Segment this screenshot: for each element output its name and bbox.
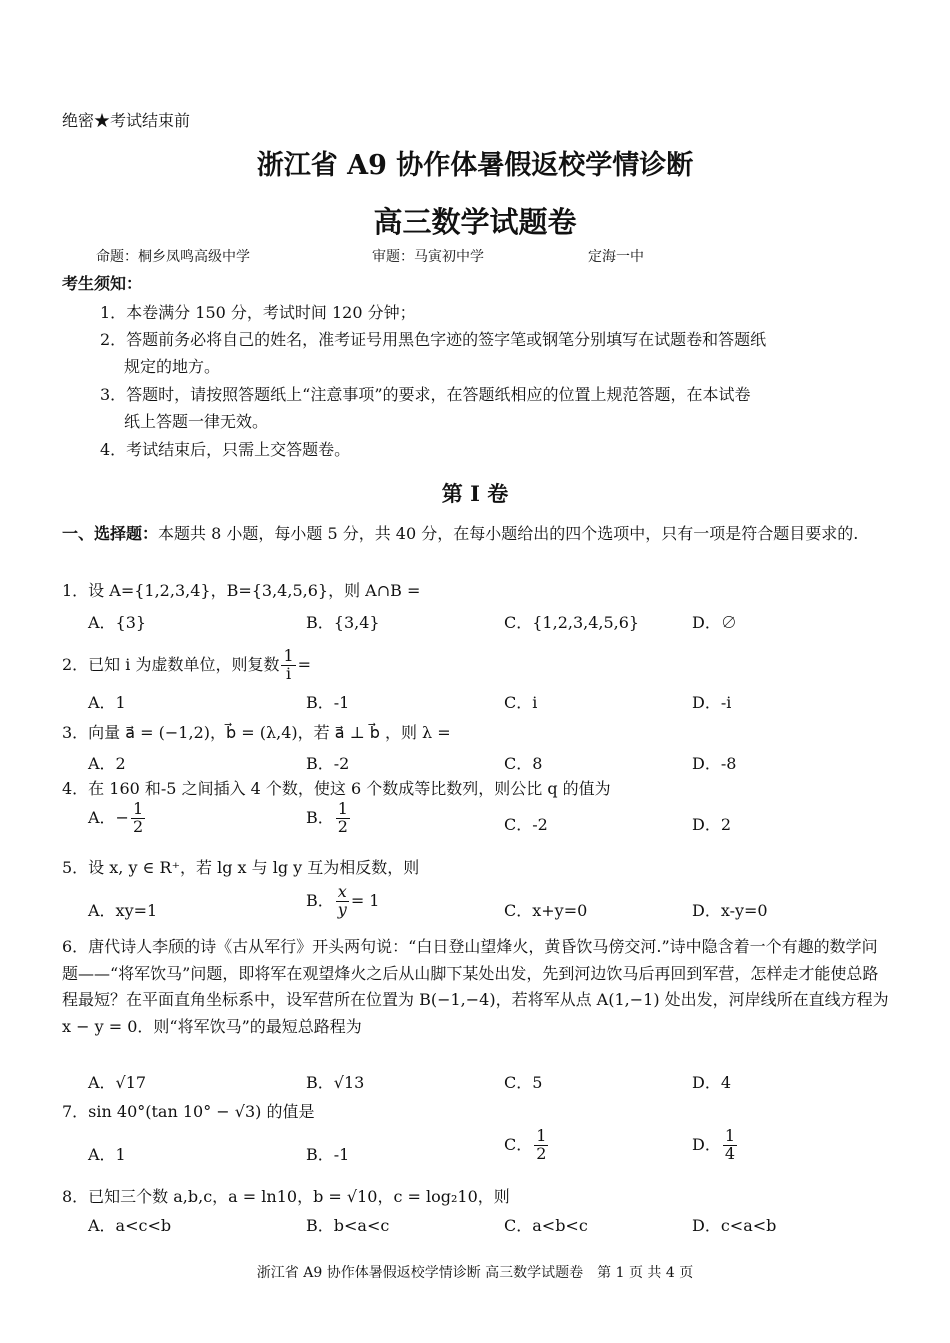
numerator: 1 — [724, 1126, 736, 1145]
q7-option-c — [504, 1128, 550, 1163]
credit-proposer: 命题：桐乡凤鸣高级中学 — [96, 249, 250, 265]
q2-denominator: i — [286, 663, 292, 683]
q1-option-a: A．{3} — [88, 613, 147, 632]
denominator: 2 — [536, 1143, 547, 1163]
numerator: x — [336, 884, 349, 902]
question-3-stem: 3．向量 a⃗ = (−1,2)，b⃗ = (λ,4)，若 a⃗ ⊥ b⃗ ，则 λ = — [62, 723, 451, 742]
q8-option-a: A．a<c<b — [88, 1216, 172, 1235]
q2-option-a: A．1 — [88, 693, 126, 712]
question-8-stem: 8．已知三个数 a,b,c，a = ln10，b = √10，c = log₂10，则 — [62, 1187, 510, 1206]
q7-option-b: B．-1 — [306, 1145, 350, 1164]
numerator: 1 — [132, 799, 144, 818]
q7-option-d — [692, 1128, 739, 1163]
q6-option-c: C．5 — [504, 1073, 543, 1092]
q6-option-a: A．√17 — [88, 1073, 147, 1092]
q2-numerator: 1 — [283, 646, 294, 665]
q4-option-b-fraction — [336, 801, 350, 836]
numerator: 1 — [536, 1126, 547, 1145]
notice-item: 2．答题前务必将自己的姓名，准考证号用黑色字迹的签字笔或钢笔分别填写在试题卷和答题纸 — [100, 330, 767, 349]
q3-option-c: C．8 — [504, 754, 543, 773]
q6-option-d: D．4 — [692, 1073, 732, 1092]
denominator: 4 — [724, 1143, 736, 1163]
q7-option-d-prefix: D． — [692, 1134, 721, 1154]
q1-option-d: D．∅ — [692, 613, 737, 632]
q7-option-a: A．1 — [88, 1145, 126, 1164]
part-heading — [62, 520, 892, 547]
notice-item: 3．答题时，请按照答题纸上“注意事项”的要求，在答题纸相应的位置上规范答题，在本试卷 — [100, 385, 751, 404]
q5-option-c: C．x+y=0 — [504, 901, 588, 920]
notice-item: 1．本卷满分 150 分，考试时间 120 分钟； — [100, 303, 416, 322]
q4-option-c: C．-2 — [504, 815, 548, 834]
question-4-stem: 4．在 160 和-5 之间插入 4 个数，使这 6 个数成等比数列，则公比 q 的值为 — [62, 779, 611, 798]
q5-option-b-fraction — [336, 884, 349, 919]
q4-option-d: D．2 — [692, 815, 732, 834]
section-title: 第 I 卷 — [441, 481, 509, 506]
q3-option-d: D．-8 — [692, 754, 737, 773]
q8-option-c: C．a<b<c — [504, 1216, 588, 1235]
q5-option-d: D．x-y=0 — [692, 901, 768, 920]
q5-option-b-suffix: = 1 — [350, 890, 380, 910]
q4-option-b-prefix: B． — [306, 807, 334, 827]
q3-option-b: B．-2 — [306, 754, 350, 773]
notice-item-cont: 纸上答题一律无效。 — [124, 412, 269, 431]
q7-option-c-fraction — [534, 1128, 548, 1163]
numerator: 1 — [337, 799, 348, 818]
notice-item-cont: 规定的地方。 — [124, 357, 221, 376]
q5-option-b — [306, 884, 379, 919]
question-7-stem: 7．sin 40°(tan 10° − √3) 的值是 — [62, 1102, 315, 1121]
q7-option-c-prefix: C． — [504, 1134, 533, 1154]
q2-option-b: B．-1 — [306, 693, 350, 712]
question-2-stem — [62, 648, 311, 683]
credit-reviewer-2: 定海一中 — [588, 249, 644, 265]
page-footer: 浙江省 A9 协作体暑假返校学情诊断 高三数学试题卷 第 1 页 共 4 页 — [256, 1265, 694, 1281]
q1-option-b: B．{3,4} — [306, 613, 380, 632]
q5-option-b-prefix: B． — [306, 890, 334, 910]
denominator: y — [337, 899, 347, 919]
confidential-label: 绝密★考试结束前 — [62, 111, 191, 130]
q5-option-a: A．xy=1 — [88, 901, 158, 920]
part-text: 本题共 8 小题，每小题 5 分，共 40 分，在每小题给出的四个选项中，只有一项是符合题目要求的. — [158, 524, 859, 543]
notice-heading: 考生须知： — [62, 274, 143, 293]
q6-option-b: B．√13 — [306, 1073, 365, 1092]
exam-title: 浙江省 A9 协作体暑假返校学情诊断 — [256, 150, 694, 181]
q3-option-a: A．2 — [88, 754, 126, 773]
q4-option-a-prefix: A．− — [88, 807, 129, 827]
q4-option-a — [88, 801, 147, 836]
q2-fraction — [281, 648, 295, 683]
q4-option-b — [306, 801, 352, 836]
question-6-stem: 6．唐代诗人李颀的诗《古从军行》开头两句说：“白日登山望烽火，黄昏饮马傍交河.”诗中隐含着一个有趣的数学问题——“将军饮马”问题，即将军在观望烽火之后从山脚下某处出发，先到河边饮马后再回到军营，怎样走才能使总路程最短？在平面直角坐标系中，设军营所在位置为 B(−1,−4)，若将军从点 A(1,−1) 处出发，河岸线所在直线方程为 x − y = 0．则“将军饮马”的最短总路程为 — [62, 937, 889, 1036]
part-label: 一、选择题： — [62, 524, 159, 543]
question-5-stem: 5．设 x, y ∈ R⁺，若 lg x 与 lg y 互为相反数，则 — [62, 858, 420, 877]
notice-item: 4．考试结束后，只需上交答题卷。 — [100, 440, 351, 459]
q2-option-d: D．-i — [692, 693, 732, 712]
q2-option-c: C．i — [504, 693, 538, 712]
denominator: 2 — [132, 816, 144, 836]
q2-stem-text: 2．已知 i 为虚数单位，则复数 — [62, 654, 280, 674]
q7-option-d-fraction — [723, 1128, 737, 1163]
q1-option-c: C．{1,2,3,4,5,6} — [504, 613, 640, 632]
q4-option-a-fraction — [131, 801, 145, 836]
q8-option-b: B．b<a<c — [306, 1216, 390, 1235]
question-1-stem: 1．设 A={1,2,3,4}，B={3,4,5,6}，则 A∩B = — [62, 581, 421, 600]
q8-option-d: D．c<a<b — [692, 1216, 777, 1235]
credit-reviewer: 审题：马寅初中学 — [372, 249, 484, 265]
q2-equals: = — [297, 654, 312, 674]
exam-subtitle: 高三数学试题卷 — [373, 205, 577, 239]
denominator: 2 — [337, 816, 348, 836]
